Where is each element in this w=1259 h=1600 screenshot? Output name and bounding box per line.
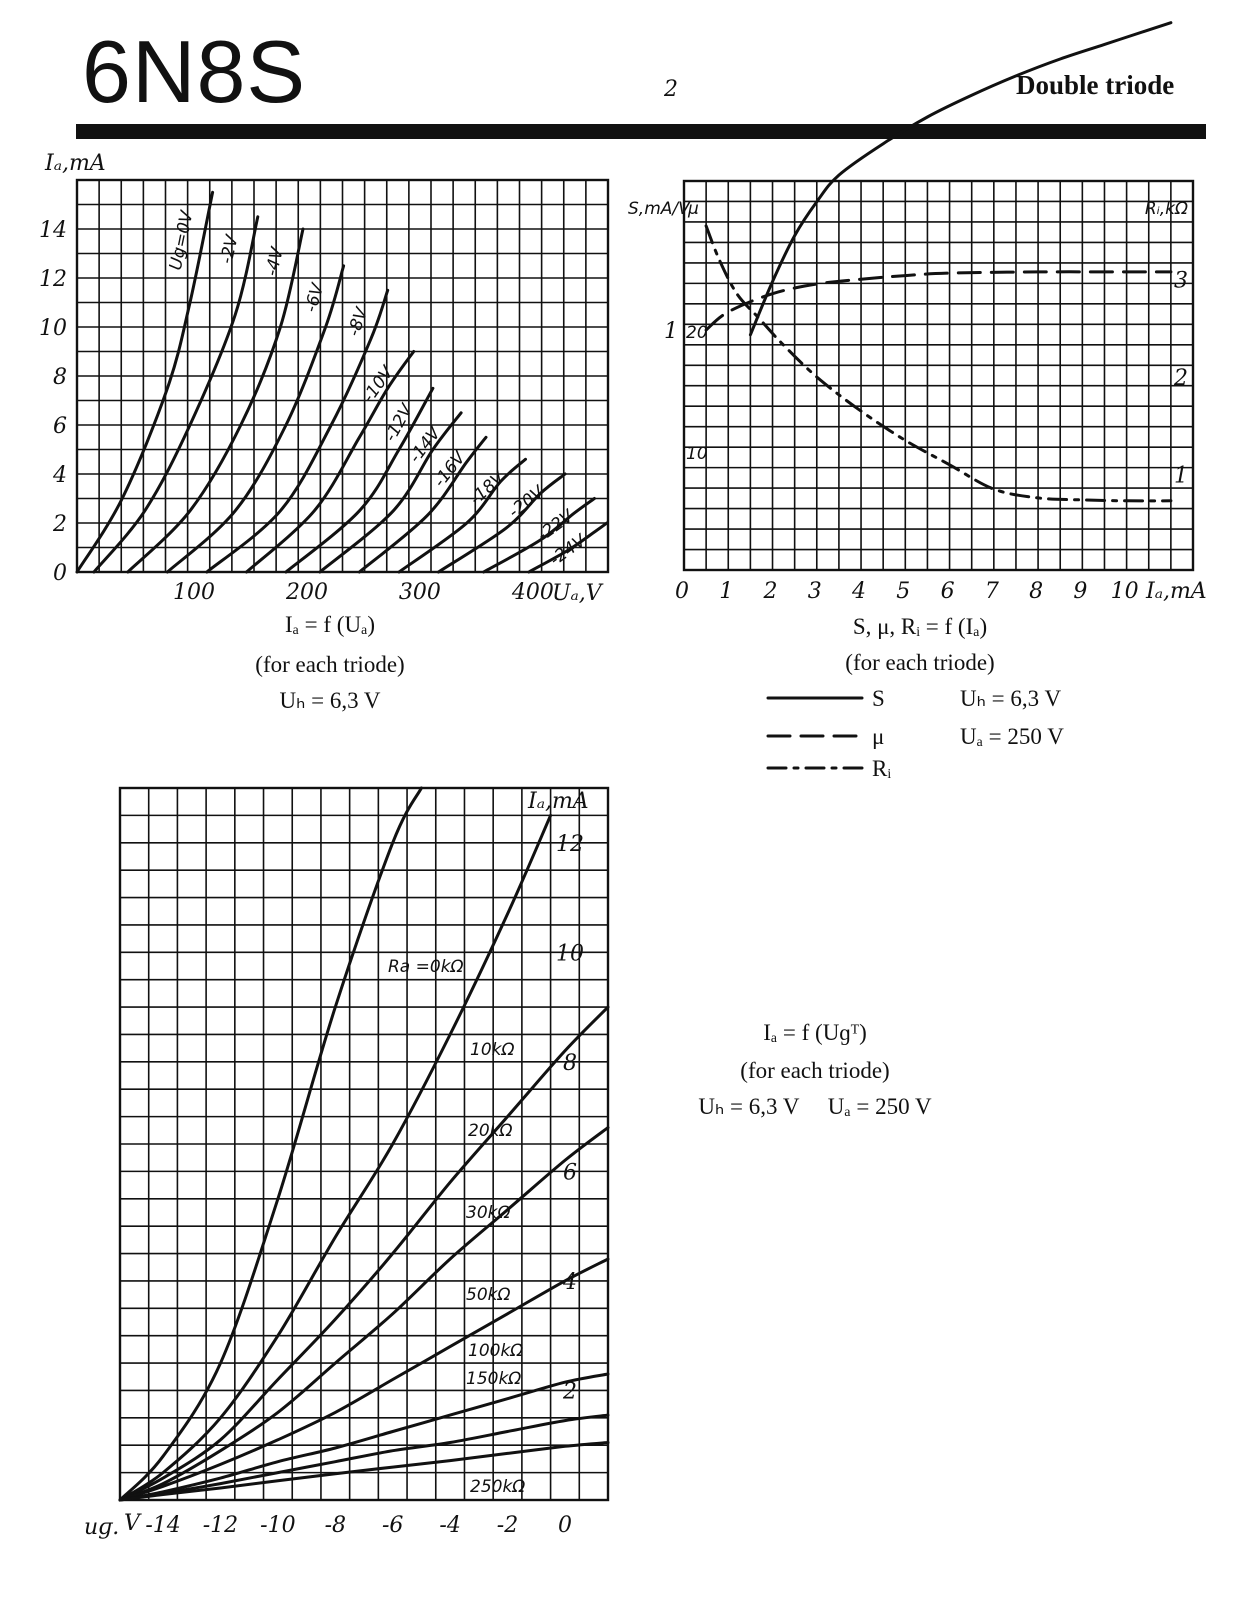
params-x-axis-label: Iₐ,mA xyxy=(1146,579,1207,604)
grid-x-tick: -14 xyxy=(145,1513,181,1538)
grid-lines xyxy=(684,181,1193,570)
chart-anode-characteristics xyxy=(39,151,608,606)
page-title: 6N8S xyxy=(82,22,307,121)
grid-x-tick: -10 xyxy=(260,1513,296,1538)
anode-series-label: -14V xyxy=(405,423,446,468)
anode-series-label: -2V xyxy=(216,233,243,266)
anode-caption-title: Iₐ = f (Uₐ) xyxy=(284,612,376,637)
grid-x-axis-label: uɡ. xyxy=(84,1515,120,1540)
grid-series-label: Ra =0kΩ xyxy=(388,957,464,977)
grid-series-label: 50kΩ xyxy=(466,1285,511,1305)
anode-series-label: -12V xyxy=(380,401,418,446)
grid-x-tick: -8 xyxy=(324,1513,347,1538)
params-x-tick: 3 xyxy=(807,579,822,604)
grid-x-tick: 0 xyxy=(557,1513,572,1538)
chart-parameters-legend xyxy=(768,686,1064,781)
grid-y-tick: 6 xyxy=(563,1160,577,1186)
grid-series-label: 10kΩ xyxy=(470,1040,515,1060)
anode-series-label: -4V xyxy=(261,245,288,279)
chart-parameters xyxy=(628,23,1207,604)
anode-y-tick: 2 xyxy=(53,512,67,537)
params-mu-tick: 20 xyxy=(686,323,708,343)
anode-y-tick: 6 xyxy=(53,414,67,439)
params-x-tick: 5 xyxy=(896,579,911,604)
grid-series-label: 100kΩ xyxy=(468,1341,524,1361)
anode-x-tick: 100 xyxy=(172,580,215,605)
params-curve-s xyxy=(750,23,1171,335)
anode-y-tick: 8 xyxy=(53,365,67,390)
legend-condition: Uₐ = 250 V xyxy=(960,724,1064,749)
legend-condition: Uₕ = 6,3 V xyxy=(960,686,1062,711)
anode-series-label: -16V xyxy=(429,448,470,492)
anode-series-label: -6V xyxy=(301,281,329,315)
grid-curve-100k xyxy=(120,1374,608,1500)
anode-y-tick: 4 xyxy=(53,463,67,488)
params-x-tick: 9 xyxy=(1073,579,1088,604)
grid-x-tick: -12 xyxy=(202,1513,239,1538)
params-x-tick: 2 xyxy=(763,579,778,604)
grid-y-tick: 8 xyxy=(563,1050,577,1076)
grid-y-tick: 10 xyxy=(556,941,584,967)
anode-curve-ug-0v xyxy=(77,192,213,572)
grid-y-tick: 12 xyxy=(556,831,584,857)
page-subtitle: Double triode xyxy=(1016,70,1175,100)
grid-series-label: 250kΩ xyxy=(470,1477,526,1497)
anode-y-tick: 14 xyxy=(39,218,67,243)
params-s-axis-label: S,mA/V xyxy=(628,199,690,219)
params-x-tick: 8 xyxy=(1029,579,1044,604)
params-caption-note: (for each triode) xyxy=(845,650,995,675)
params-curve-ri xyxy=(706,226,1171,501)
anode-y-axis-label: Iₐ,mA xyxy=(45,151,106,176)
grid-curve-10k xyxy=(120,815,551,1500)
anode-series-label: Ug=0V xyxy=(165,209,198,273)
chart-grid-characteristics xyxy=(84,788,608,1540)
grid-lines xyxy=(120,788,608,1500)
grid-x-tick: -2 xyxy=(496,1513,519,1538)
legend-label: μ xyxy=(872,724,885,749)
grid-y-axis-label: Iₐ,mA xyxy=(528,789,589,814)
grid-curve-150k xyxy=(120,1415,608,1500)
grid-y-tick: 4 xyxy=(563,1269,577,1295)
grid-series-label: 20kΩ xyxy=(468,1121,513,1141)
grid-caption-conditions: Uₕ = 6,3 V Uₐ = 250 V xyxy=(698,1094,932,1119)
grid-curve-30k xyxy=(120,1128,608,1500)
params-ri-axis-label: Rᵢ,kΩ xyxy=(1144,199,1188,219)
anode-caption-heater: Uₕ = 6,3 V xyxy=(279,688,381,713)
grid-caption-title: Iₐ = f (Uɡᵀ) xyxy=(763,1020,867,1045)
anode-x-tick: 400 xyxy=(511,580,554,605)
legend-label: S xyxy=(872,686,885,711)
params-curve-mu xyxy=(706,272,1171,330)
anode-y-tick: 10 xyxy=(39,316,67,341)
params-x-tick: 1 xyxy=(719,579,734,604)
anode-x-tick: 200 xyxy=(285,580,328,605)
params-x-tick: 10 xyxy=(1110,579,1139,604)
grid-y-tick: 2 xyxy=(563,1379,577,1405)
grid-caption-note: (for each triode) xyxy=(740,1058,890,1083)
grid-curve-50k xyxy=(120,1259,608,1500)
anode-y-tick: 0 xyxy=(53,561,67,586)
anode-series-label: -18V xyxy=(466,468,509,510)
anode-caption-note: (for each triode) xyxy=(255,652,405,677)
grid-x-unit: V xyxy=(124,1511,140,1536)
anode-y-tick: 12 xyxy=(39,267,67,292)
grid-x-tick: -6 xyxy=(381,1513,404,1538)
anode-series-label: -10V xyxy=(358,362,398,407)
anode-series-label: -22V xyxy=(533,506,578,546)
params-ri-tick: 3 xyxy=(1174,268,1188,294)
anode-series-label: -20V xyxy=(504,482,549,523)
anode-x-axis-label: Uₐ,V xyxy=(552,581,602,606)
plot-frame xyxy=(684,181,1193,570)
params-x-tick: 0 xyxy=(675,579,689,604)
grid-x-tick: -4 xyxy=(439,1513,461,1538)
anode-series-label: -24V xyxy=(546,530,590,571)
params-x-tick: 7 xyxy=(984,579,999,604)
params-s-tick: 1 xyxy=(664,319,678,344)
params-x-tick: 4 xyxy=(852,579,867,604)
params-s-tick: 2 xyxy=(664,77,678,102)
legend-label: Rᵢ xyxy=(872,756,892,781)
params-caption-title: S, μ, Rᵢ = f (Iₐ) xyxy=(852,614,988,639)
params-ri-tick: 2 xyxy=(1174,366,1188,391)
anode-series-label: -8V xyxy=(344,305,373,339)
grid-series-label: 150kΩ xyxy=(466,1369,522,1389)
grid-curve-250k xyxy=(120,1443,608,1501)
params-ri-tick: 1 xyxy=(1174,463,1188,489)
anode-x-tick: 300 xyxy=(398,580,441,605)
params-mu-axis-label: μ xyxy=(688,199,699,219)
params-x-tick: 6 xyxy=(940,579,955,604)
params-mu-tick: 10 xyxy=(686,444,708,464)
grid-series-label: 30kΩ xyxy=(466,1203,511,1223)
